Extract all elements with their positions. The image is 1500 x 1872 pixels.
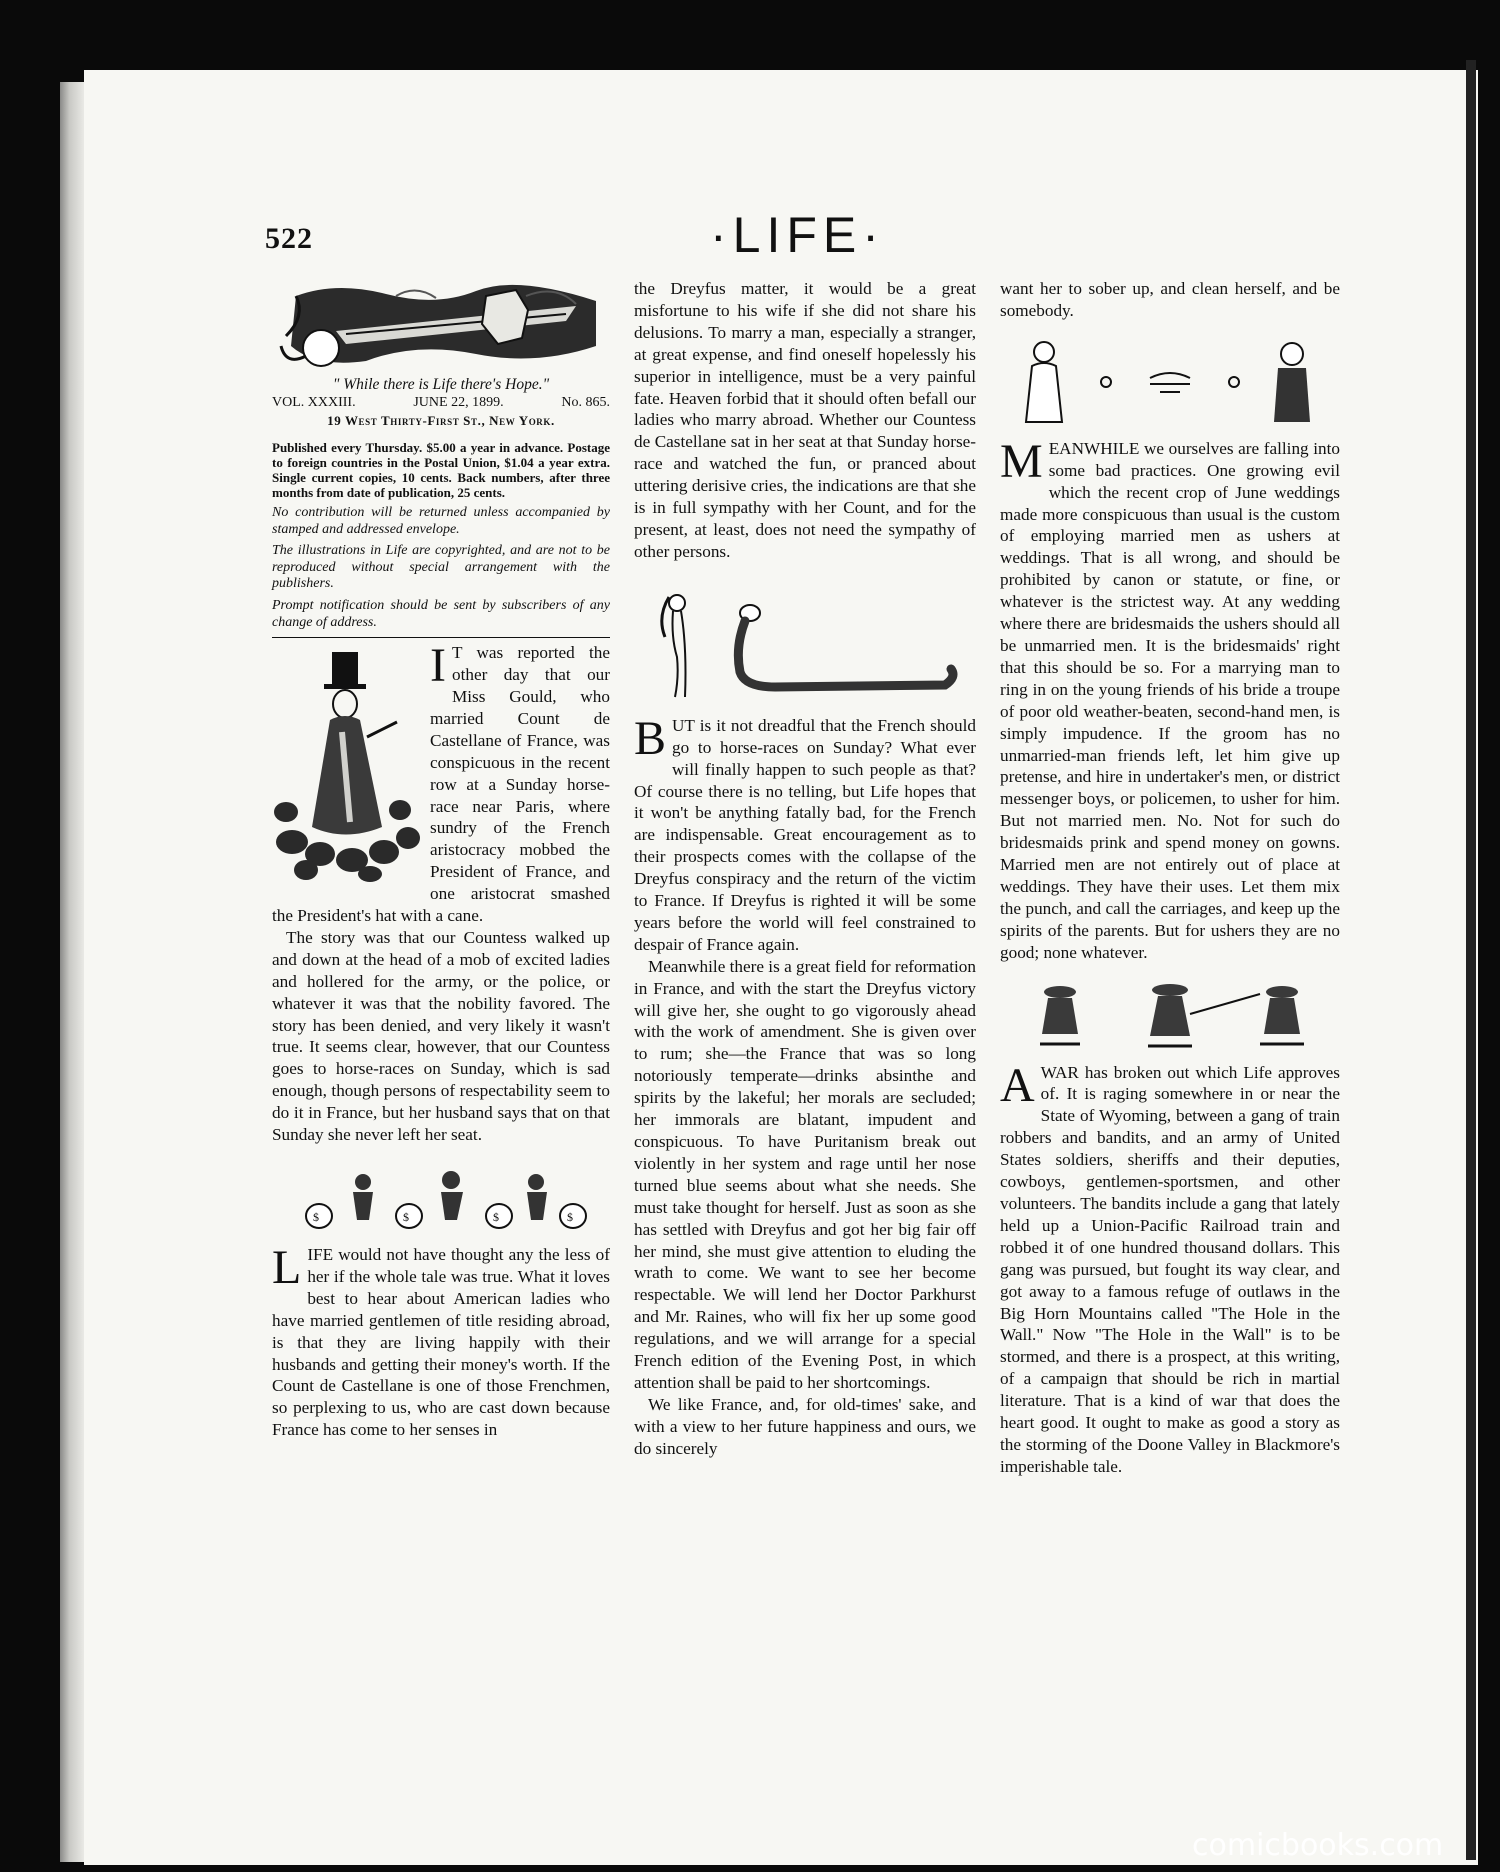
article-paragraph: the Dreyfus matter, it would be a great misfortune to his wife if she did not share his delusions. To marry a man, especially a stranger, at great expense, and find oneself hopelessly his superior in intelligence, must be a very painful fate. Heaven forbid that it should often befall our ladies who marry abroad. Whether our Countess de Castellane sat in her seat at that Sunday horse-race and watched the fun, or pranced about uttering derisive cries, the indications are that she is in full sympathy with her Count, and for the present, at least, does not need the sympathy of other persons. [634,279,976,561]
column-1 [272,276,610,1441]
book-gutter [1466,60,1476,1860]
book-page-edge [60,82,84,1862]
contribution-note: No contribution will be returned unless accompanied by stamped and addressed envelope. [272,505,610,537]
article-paragraph: T was reported the other day that our Miss Gould, who married Count de Castellane of France, was conspicuous in the recent row at a Sunday horse-race near Paris, where sundry of the French aristocracy mobbed the President of France, and one aristocrat smashed the President's hat with a cane. [272,643,610,926]
eve-and-serpent-illustration [645,587,965,707]
volume: VOL. XXXIII. [272,395,356,410]
countess-mob-illustration [272,642,422,882]
drop-cap: L [272,1241,302,1294]
article-paragraph: The story was that our Countess walked up and down at the head of a mob of excited ladies and hollered for the army, or the police, or whatever it was that the nobility favored. The story has been denied, and very likely it wasn't true. It seems clear, however, that our Countess goes to horse-races on Sunday, which is sad enough, though persons of respectability seem to do it in France, but her husband says that on that Sunday she never left her seat. [272,927,610,1145]
address-change-note: Prompt notification should be sent by subscribers of any change of address. [272,597,610,630]
drop-cap: I [430,639,446,693]
colophon [272,376,610,430]
masthead-vignette-illustration [276,276,606,376]
svg-text:$: $ [313,1210,319,1224]
divider [272,637,610,638]
masthead-title: ·LIFE· [710,207,885,263]
svg-text:$: $ [567,1210,573,1224]
money-bags-characters-illustration [291,1164,591,1234]
svg-text:$: $ [403,1210,409,1224]
page-number: 522 [265,222,313,255]
fencing-figures-illustration [1020,974,1320,1054]
article-paragraph: EANWHILE we ourselves are falling into some bad practices. One growing evil which the recent crop of June weddings made more conspicuous than usual is the custom of employing married men as ushers at weddings. That is all wrong, and should be prohibited by canon or statute, or fine, or whatever is the strictest way. At any wedding where there are bridesmaids the ushers should all be unmarried men. It is the bridesmaids' right that this should be so. For a marrying man to ring in on the young friends of his bride a troupe of poor old weather-beaten, second-hand men, is simply impudence. If the groom has no unmarried-man friends left, let him give up pretense, and hire in undertaker's men, or district messenger boys, or policemen, to usher for him. But not married men. No. Not for such do bridesmaids prink and spend money on gowns. Married men are not entirely out of place at weddings. They have their uses. Let them mix the punch, and call the carriages, and keep up the spirits of the parents. But for ushers they are no good; none whatever. [1000,438,1340,962]
column-3 [1000,278,1340,1478]
article-paragraph: IFE would not have thought any the less of her if the whole tale was true. What it loves best to hear about American ladies who have married gentlemen of title residing abroad, is that they are living happily with their husbands and getting their money's worth. If the Count de Castellane is one of those Frenchmen, so perplexing to us, who are cast down because France has come to her senses in [272,1245,610,1440]
volume-line [272,394,610,412]
article-paragraph: UT is it not dreadful that the French should go to horse-races on Sunday? What ever will finally happen to such people as that? Of course there is no telling, but Life hopes that it won't be anything fatally bad, for the French are indispensable. Great encouragement as to their prospects comes with the collapse of the Dreyfus conspiracy and the return of the victim to France. If Dreyfus is righted it will be some years before the world will feel constrained to despair of France again. [634,715,976,954]
publisher-address: 19 West Thirty-First St., New York. [327,413,555,428]
issue-number: No. 865. [561,395,610,410]
drop-cap: M [1000,434,1043,488]
article-countess [272,639,610,1146]
motto: " While there is Life there's Hope." [332,376,550,393]
subscription-terms: Published every Thursday. $5.00 a year in advance. Postage to foreign countries in the Postal Union, $1.04 a year extra. Single current copies, 10 cents. Back numbers, after three months from date of publication, 25 cents. [272,440,610,500]
drop-cap: A [1000,1058,1035,1112]
article-paragraph: WAR has broken out which Life approves of. It is raging somewhere in or near the State of Wyoming, between a gang of train robbers and bandits, and an army of United States soldiers, sheriffs and their deputies, cowboys, gentlemen-sportsmen, and other volunteers. The bandits include a gang that lately held up a Union-Pacific Railroad train and robbed it of one hundred thousand dollars. This gang was pursued, but fought its way clear, and got away to a famous refuge of outlaws in the Big Horn Mountains called "The Hole in the Wall." Now "The Hole in the Wall" is to be stormed, and there is a prospect, at this writing, of a campaign that should be rich in martial literature. That is a kind of war that does the heart good. It ought to make as good a story as the storming of the Doone Valley in Blackmore's imperishable tale. [1000,1062,1340,1476]
bride-and-groom-illustration [1010,332,1330,432]
article-paragraph: want her to sober up, and clean herself, and be somebody. [1000,279,1340,320]
article-paragraph: We like France, and, for old-times' sake, and with a view to her future happiness and ours, we do sincerely [634,1394,976,1458]
svg-text:$: $ [493,1210,499,1224]
copyright-note: The illustrations in Life are copyrighted, and are not to be reproduced without special arrangement with the publishers. [272,543,610,592]
article-married-ushers [1000,434,1340,964]
drop-cap: B [634,711,667,765]
article-life-opinion [272,1241,610,1441]
article-wyoming-war [1000,1058,1340,1478]
column-2 [634,278,976,1460]
article-paragraph: Meanwhile there is a great field for reformation in France, and with the start the Dreyfus victory will give her, she ought to go vigorously ahead with the work of amendment. She is given over to rum; she—the France that was so long notoriously temperate—drinks absinthe and spirits by the lakeful; her morals are secluded; her immorals are blatant, impudent and conspicuous. To have Puritanism break out violently in her system and rage until her nose turned blue seems about what she needs. She must take thought for herself. Just as soon as she has settled with Dreyfus and got her big fair off her mind, she must give attention to eluding the wrath to come. We want to see her become respectable. We will lend her Doctor Parkhurst and Mr. Raines, who will fix her up some good regulations, and we will arrange for a special French edition of the Evening Post, in which attention shall be paid to her shortcomings. [634,956,976,1392]
article-french-sunday [634,711,976,1460]
issue-date: JUNE 22, 1899. [413,395,504,410]
site-watermark: comicbooks.com [1192,1828,1444,1863]
